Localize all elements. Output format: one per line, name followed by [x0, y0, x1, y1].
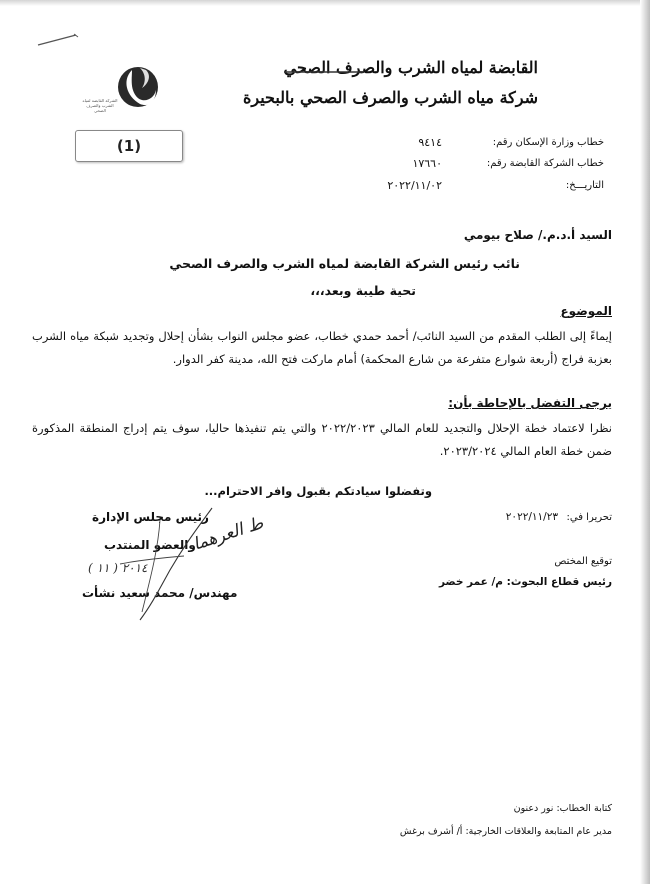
request-heading: يرجى التفضل بالإحاطة بأن:: [448, 396, 612, 410]
closing-line: وتفضلوا سيادتكم بقبول وافر الاحترام...: [204, 484, 432, 498]
signature-strokes: [100, 500, 230, 630]
holding-letter-label: خطاب الشركة القابضة رقم:: [486, 158, 604, 169]
holding-letter-value: ١٧٦٦٠: [412, 157, 442, 170]
org-line-1: القابضة لمياه الشرب والصرف الصحي: [283, 58, 538, 77]
handwritten-signature: ط العرهما: [190, 513, 266, 555]
logo-caption-1: الشركة القابضة لمياه: [82, 98, 118, 103]
addressee-title: نائب رئيس الشركة القابضة لمياه الشرب والصرف الصحي: [169, 256, 520, 271]
specialist-name: رئيس قطاع البحوث: م/ عمر خضر: [438, 576, 612, 588]
org-line-2: شركة مياه الشرب والصرف الصحي بالبحيرة: [242, 88, 538, 107]
handwritten-note: ( ١١ ) ٢٠١٤: [88, 561, 148, 575]
signer-name: مهندس/ محمد سعيد نشأت: [82, 586, 238, 600]
greeting: تحية طيبة وبعد،،،: [310, 283, 416, 298]
pen-mark: [36, 32, 80, 48]
strike-line: [284, 68, 364, 76]
subject-body: إيماءً إلى الطلب المقدم من السيد النائب/ أحمد حمدي خطاب، عضو مجلس النواب بشأن إحلال وتجديد شبكة مياه الشرب بعزبة فراج (أربعة شوارع متفرعة من شارع المحكمة) أمام ماركت فتح الله، مدينة كفر الدوار.: [32, 329, 612, 366]
ministry-letter-value: ٩٤١٤: [418, 136, 442, 149]
signer-title-2: والعضو المنتدب: [104, 538, 196, 552]
ministry-letter-label: خطاب وزارة الإسكان رقم:: [492, 137, 604, 148]
issued-date: ٢٠٢٢/١١/٢٣: [505, 511, 558, 523]
page-number-box: (1): [75, 130, 183, 162]
addressee-name: السيد أ.د.م./ صلاح بيومي: [463, 228, 612, 242]
date-label: التاريـــخ:: [565, 180, 604, 191]
date-value: ٢٠٢٢/١١/٠٢: [387, 179, 442, 192]
logo-caption-2: الشرب والصرف الصحي: [86, 103, 114, 113]
request-body: نظرا لاعتماد خطة الإحلال والتجديد للعام المالي ٢٠٢٢/٢٠٢٣ والتي يتم تنفيذها حاليا، سوف يتم إدراج المنطقة المذكورة ضمن خطة العام المالي ٢٠٢٣/٢٠٢٤.: [32, 421, 612, 458]
signer-title-1: رئيس مجلس الإدارة: [92, 510, 209, 524]
specialist-sig-label: توقيع المختص: [554, 556, 612, 567]
company-logo: [82, 60, 162, 120]
issued-label: تحريرا في:: [566, 512, 612, 523]
subject-heading: الموضوع: [560, 304, 612, 318]
footer-manager: مدير عام المتابعة والعلاقات الخارجية: أ/ أشرف برغش: [399, 826, 612, 837]
footer-typist: كتابة الخطاب: نور دعنون: [513, 803, 612, 814]
